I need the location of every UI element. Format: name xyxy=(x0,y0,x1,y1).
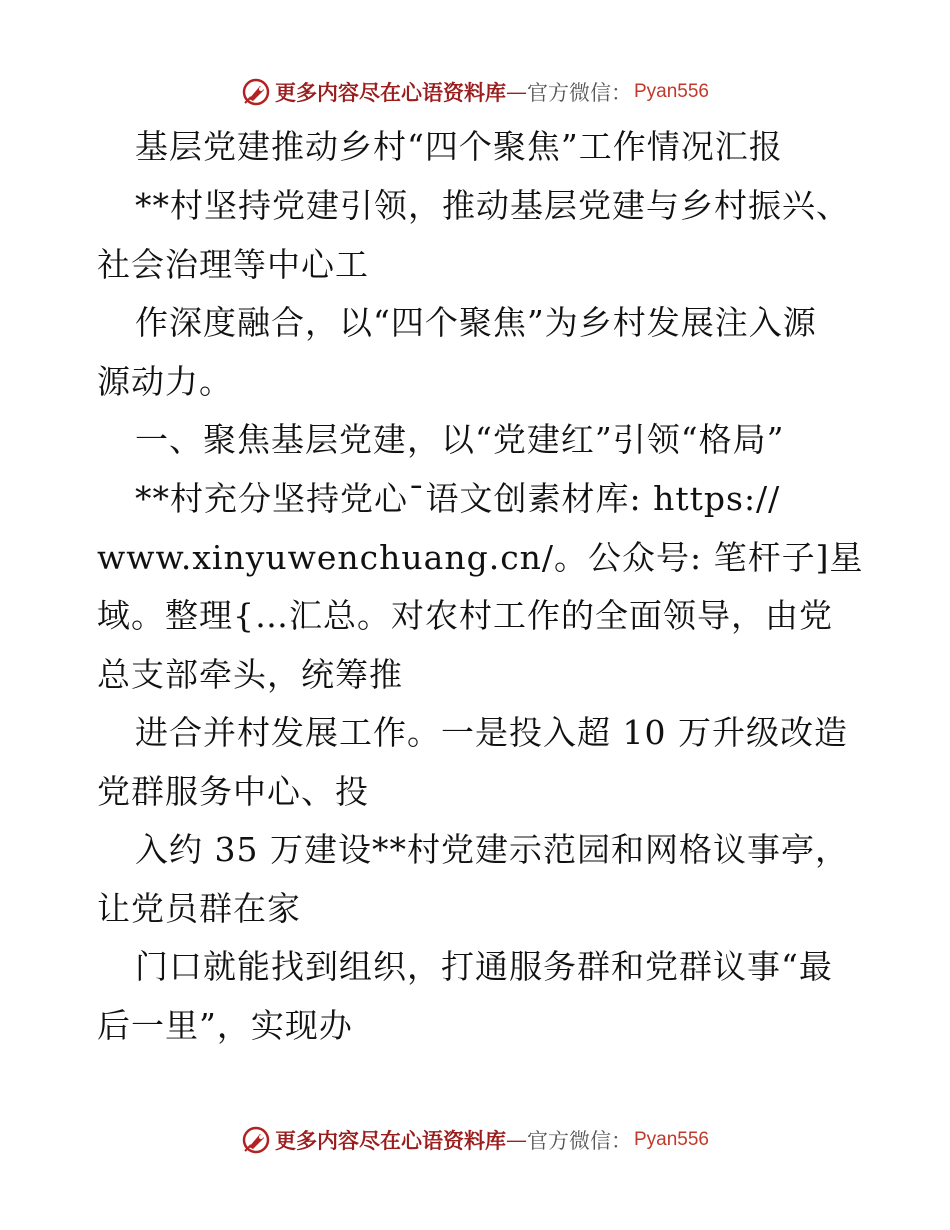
paragraph-line: 让党员群在家 xyxy=(97,889,301,928)
paragraph-line: 后一里”，实现办 xyxy=(97,1006,353,1045)
footer-banner xyxy=(0,1120,950,1160)
footer-dash: — xyxy=(505,1128,527,1152)
paragraph-line: 社会治理等中心工 xyxy=(97,245,369,284)
footer-site-text: 更多内容尽在心语资料库 xyxy=(274,1128,506,1153)
header-wechat-id: Pyan556 xyxy=(633,81,709,102)
paragraph-line: 域。整理{…汇总。对农村工作的全面领导，由党 xyxy=(97,596,833,635)
section-heading: 一、聚焦基层党建，以“党建红”引领“格局” xyxy=(135,420,785,459)
paragraph-line: 总支部牵头，统筹推 xyxy=(97,655,403,694)
footer-wechat-id: Pyan556 xyxy=(633,1129,709,1150)
header-dash: — xyxy=(505,80,527,104)
header-wechat-label: 官方微信： xyxy=(526,81,632,105)
document-title: 基层党建推动乡村“四个聚焦”工作情况汇报 xyxy=(135,127,783,166)
paragraph-line: **村坚持党建引领，推动基层党建与乡村振兴、 xyxy=(135,186,850,225)
paragraph-line: www.xinyuwenchuang.cn/。公众号: 笔杆子]星 xyxy=(97,538,864,577)
paragraph-line: 门口就能找到组织，打通服务群和党群议事“最 xyxy=(135,947,833,986)
pen-nib-logo-icon xyxy=(241,1125,271,1155)
footer-wechat-label: 官方微信： xyxy=(526,1129,632,1153)
paragraph-line: **村充分坚持党心¯语文创素材库: https:// xyxy=(135,479,781,518)
header-site-text: 更多内容尽在心语资料库 xyxy=(274,80,506,105)
paragraph-line: 入约 35 万建设**村党建示范园和网格议事亭， xyxy=(135,830,849,869)
paragraph-line: 党群服务中心、投 xyxy=(97,772,369,811)
paragraph-line: 进合并村发展工作。一是投入超 10 万升级改造 xyxy=(135,713,848,752)
paragraph-line: 源动力。 xyxy=(97,362,233,401)
paragraph-line: 作深度融合，以“四个聚焦”为乡村发展注入源 xyxy=(135,303,817,342)
